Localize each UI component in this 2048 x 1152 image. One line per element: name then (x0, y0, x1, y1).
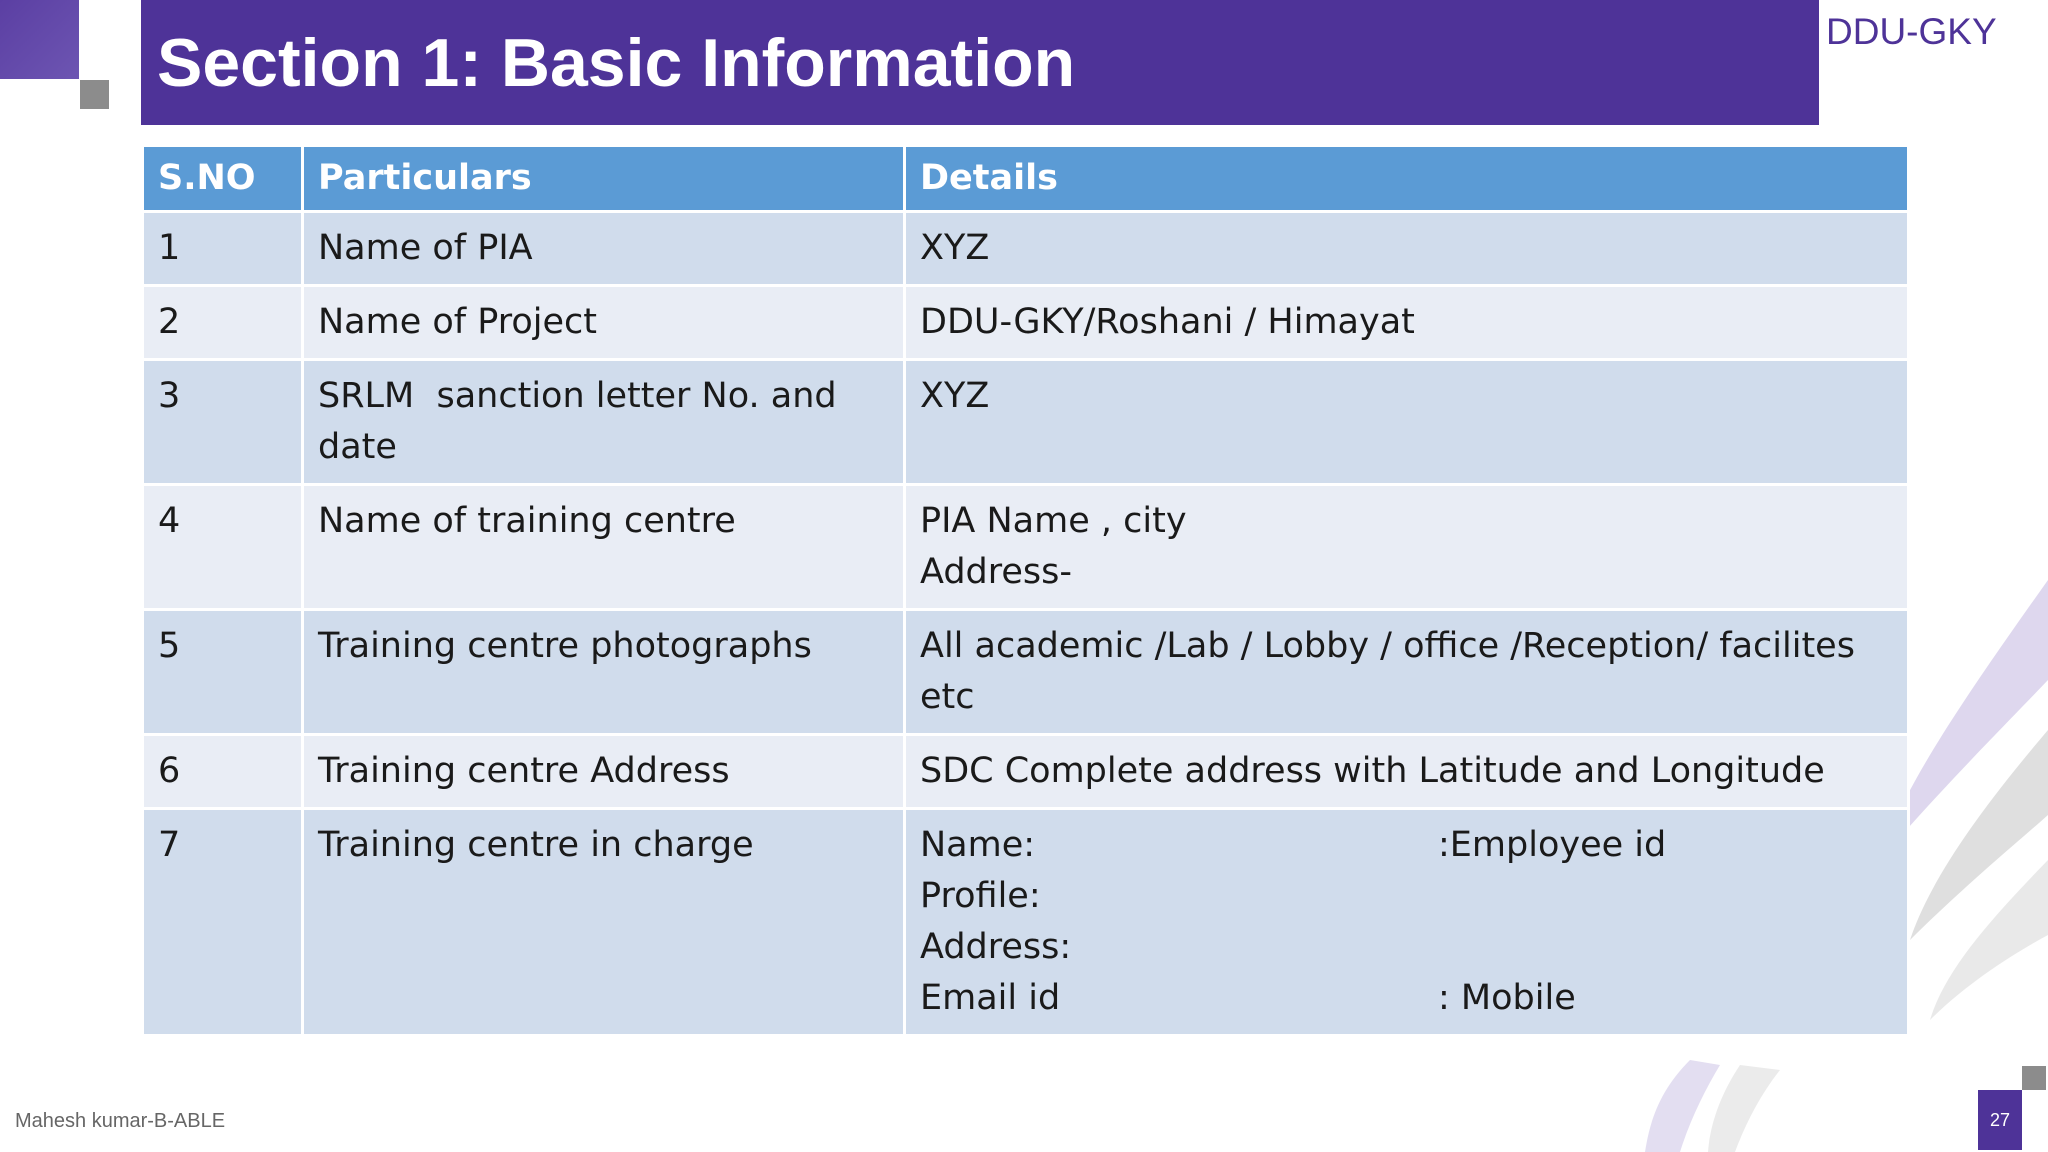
table-row (143, 809, 1909, 1036)
row-sno: 5 (143, 610, 303, 735)
header-particulars: Particulars (303, 146, 905, 212)
header-details: Details (905, 146, 1909, 212)
incharge-email-label: Email id (920, 978, 1061, 1018)
incharge-profile-label: Profile: (920, 876, 1041, 916)
row-particulars: Name of Project (303, 286, 905, 360)
row-particulars: Name of PIA (303, 212, 905, 286)
table-row (143, 610, 1909, 735)
table-row (143, 360, 1909, 485)
row-sno: 2 (143, 286, 303, 360)
row-details: XYZ (905, 360, 1909, 485)
incharge-mobile-label: : Mobile (1438, 978, 1576, 1018)
incharge-employee-id-label: :Employee id (1438, 825, 1667, 865)
row-sno: 7 (143, 809, 303, 1036)
row-particulars: Training centre photographs (303, 610, 905, 735)
table-row (143, 212, 1909, 286)
slide-title: Section 1: Basic Information (157, 25, 1076, 101)
incharge-name-label: Name: (920, 825, 1036, 865)
page-square-decoration (2022, 1066, 2046, 1090)
row-details (905, 809, 1909, 1036)
footer-author: Mahesh kumar-B-ABLE (15, 1110, 226, 1132)
incharge-name-line (920, 820, 1893, 871)
row-details: DDU-GKY/Roshani / Himayat (905, 286, 1909, 360)
row-sno: 4 (143, 485, 303, 610)
corner-square-decoration (80, 80, 109, 109)
table-row (143, 485, 1909, 610)
row-particulars: SRLM sanction letter No. and date (303, 360, 905, 485)
row-particulars: Training centre in charge (303, 809, 905, 1036)
incharge-address-label: Address: (920, 927, 1072, 967)
corner-decoration (0, 0, 79, 79)
row-details: PIA Name , city Address- (905, 485, 1909, 610)
basic-info-table (141, 144, 1910, 1037)
row-sno: 1 (143, 212, 303, 286)
table-row (143, 286, 1909, 360)
row-details: All academic /Lab / Lobby / office /Reception/ facilites etc (905, 610, 1909, 735)
row-particulars: Name of training centre (303, 485, 905, 610)
table-header-row (143, 146, 1909, 212)
page-number: 27 (1978, 1090, 2022, 1150)
row-particulars: Training centre Address (303, 735, 905, 809)
row-details: XYZ (905, 212, 1909, 286)
brand-logo-text: DDU-GKY (1826, 11, 1997, 52)
row-sno: 3 (143, 360, 303, 485)
row-details: SDC Complete address with Latitude and Longitude (905, 735, 1909, 809)
table-row (143, 735, 1909, 809)
row-sno: 6 (143, 735, 303, 809)
incharge-email-line (920, 973, 1893, 1024)
header-sno: S.NO (143, 146, 303, 212)
